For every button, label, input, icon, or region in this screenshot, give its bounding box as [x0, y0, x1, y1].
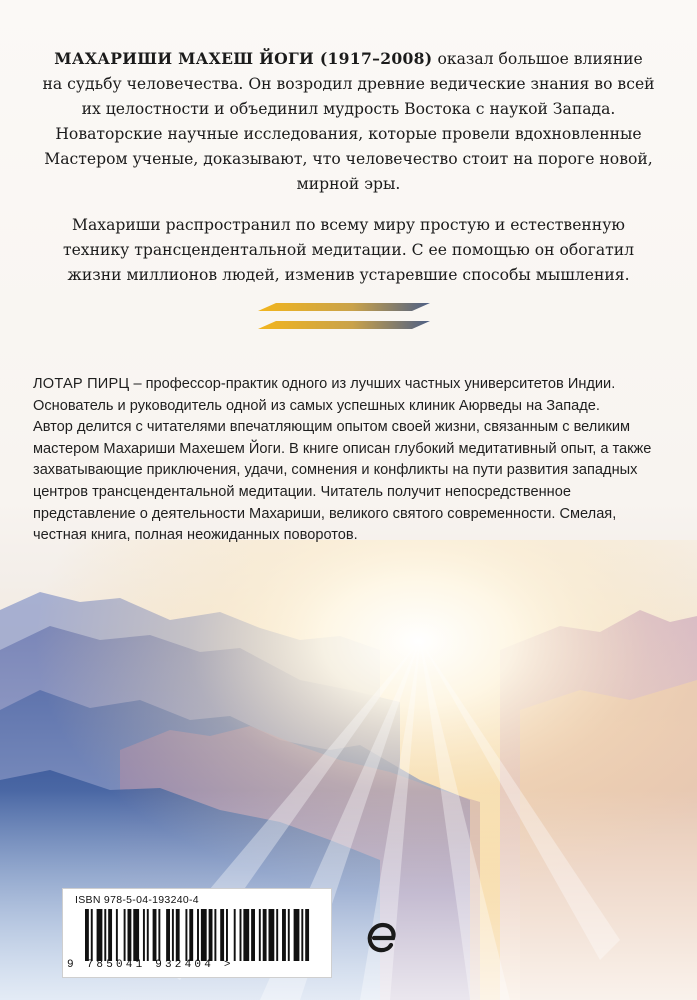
- barcode-bar: [263, 909, 267, 961]
- intro-paragraph-1: [42, 46, 655, 197]
- barcode-bar: [209, 909, 213, 961]
- barcode-bar: [259, 909, 261, 961]
- barcode-bar: [301, 909, 303, 961]
- barcode-digits: 9 785041 932404 >: [67, 959, 234, 971]
- barcode-bar: [282, 909, 286, 961]
- barcode-bar: [116, 909, 118, 961]
- barcode-bar: [269, 909, 275, 961]
- intro-paragraph-1-text: оказал большое влияние на судьбу человечества. Он возродил древние ведические знания во всей их целостности и объединил мудрость Востока с наукой Запада. Новаторские научные исследования, которые провели вдохновленные Мастером ученые, доказывают, что человечество стоит на пороге новой, мирной эры.: [42, 50, 655, 193]
- barcode-bar: [172, 909, 174, 961]
- barcode-bar: [97, 909, 103, 961]
- author-bio-text: – профессор-практик одного из лучших частных университетов Индии. Основатель и руководитель одной из самых успешных клиник Аюрведы на Западе.: [33, 376, 616, 414]
- barcode-bar: [108, 909, 112, 961]
- barcode-bar: [243, 909, 249, 961]
- barcode-bar: [288, 909, 290, 961]
- barcode-bar: [104, 909, 106, 961]
- author-paragraph-2: Автор делится с читателями впечатляющим опытом своей жизни, связанным с великим мастером Махариши Махешем Йоги. В книге описан глубокий медитативный опыт, а также захватывающие приключения, удачи, сомнения и конфликты на пути развития западных центров трансцендентальной медитации. Читатель получит непосредственное представление о деятельности Махариши, великого святого современности. Смелая, честная книга, полная неожиданных поворотов.: [33, 419, 652, 544]
- barcode-bars: [85, 909, 311, 961]
- barcode-bar: [305, 909, 309, 961]
- barcode-bar: [197, 909, 199, 961]
- barcode-bar: [153, 909, 157, 961]
- barcode-bar: [147, 909, 149, 961]
- barcode-bar: [133, 909, 139, 961]
- barcode-bar: [276, 909, 278, 961]
- barcode-bar: [214, 909, 216, 961]
- divider-ornament-icon: [258, 300, 430, 332]
- author-paragraph-1: [33, 374, 663, 417]
- barcode-bar: [240, 909, 242, 961]
- publisher-logo-icon: [362, 918, 402, 958]
- isbn-barcode: [62, 888, 332, 978]
- barcode-bar: [201, 909, 207, 961]
- barcode-bar: [251, 909, 255, 961]
- barcode-bar: [124, 909, 126, 961]
- barcode-bar: [158, 909, 160, 961]
- author-name: ЛОТАР ПИРЦ: [33, 376, 130, 392]
- barcode-bar: [294, 909, 300, 961]
- barcode-bar: [91, 909, 93, 961]
- isbn-label: ISBN 978-5-04-193240-4: [75, 894, 199, 906]
- barcode-bar: [85, 909, 89, 961]
- intro-paragraph-2: Махариши распространил по всему миру простую и естественную технику трансцендентальной медитации. С ее помощью он обогатил жизни миллионов людей, изменив устаревшие способы мышления.: [62, 216, 635, 284]
- barcode-bar: [176, 909, 180, 961]
- barcode-bar: [189, 909, 193, 961]
- barcode-bar: [226, 909, 228, 961]
- maharishi-name: МАХАРИШИ МАХЕШ ЙОГИ (1917–2008): [54, 49, 433, 68]
- barcode-bar: [127, 909, 131, 961]
- intro-text-block: [42, 46, 655, 288]
- author-text-block: [33, 374, 663, 547]
- barcode-bar: [220, 909, 224, 961]
- barcode-bar: [234, 909, 236, 961]
- barcode-bar: [166, 909, 170, 961]
- barcode-bar: [185, 909, 187, 961]
- barcode-bar: [143, 909, 145, 961]
